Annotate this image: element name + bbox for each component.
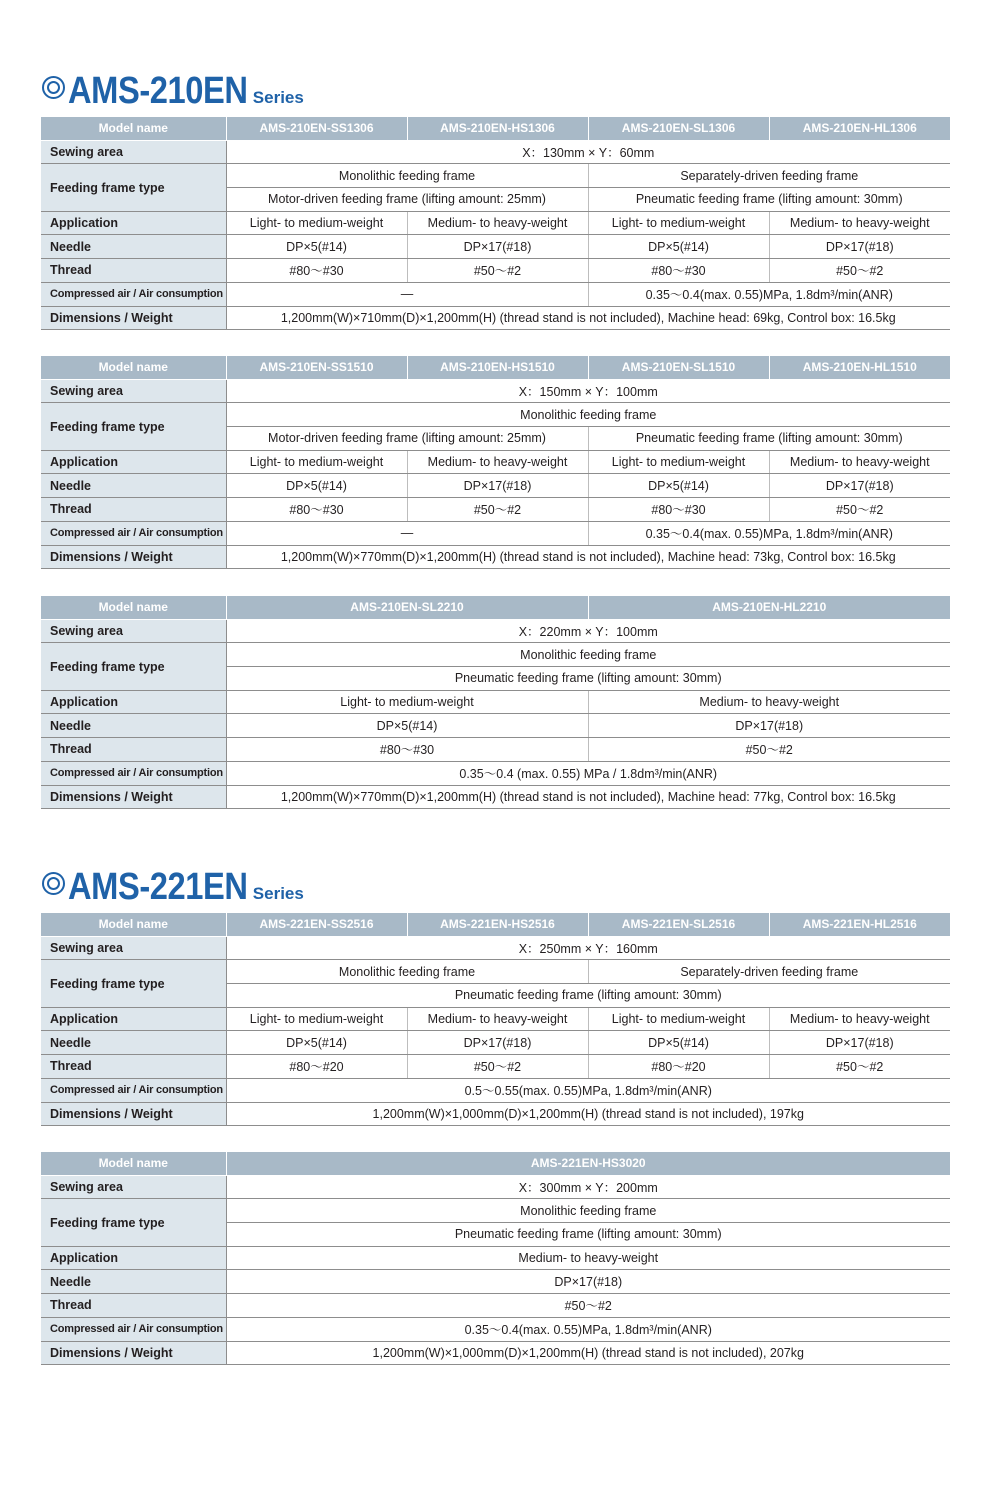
application-value: Light- to medium-weight [588, 211, 769, 235]
sewing-area-value: X：220mm × Y：100mm [226, 619, 950, 643]
row-label-application: Application [41, 211, 226, 235]
model-column-header: AMS-210EN-HS1510 [407, 356, 588, 379]
application-value: Medium- to heavy-weight [407, 211, 588, 235]
series-model-name: AMS-221EN [68, 866, 248, 908]
needle-value: DP×5(#14) [588, 474, 769, 498]
thread-value: #80～#30 [226, 259, 407, 283]
application-value: Light- to medium-weight [226, 211, 407, 235]
needle-value: DP×5(#14) [226, 1031, 407, 1055]
needle-value: DP×17(#18) [407, 1031, 588, 1055]
row-label-compressed-air: Compressed air / Air consumption [41, 1317, 226, 1341]
model-name-header: Model name [41, 1152, 226, 1175]
model-name-header: Model name [41, 356, 226, 379]
table-row [41, 936, 950, 960]
dimensions-value: 1,200mm(W)×770mm(D)×1,200mm(H) (thread stand is not included), Machine head: 73kg, Control box: 16.5kg [226, 545, 950, 569]
table-row [41, 498, 950, 522]
application-value: Medium- to heavy-weight [588, 690, 950, 714]
air-value: — [226, 282, 588, 306]
dimensions-value: 1,200mm(W)×710mm(D)×1,200mm(H) (thread stand is not included), Machine head: 69kg, Control box: 16.5kg [226, 306, 950, 330]
series-title-ams-210en [42, 70, 304, 113]
table-row [41, 259, 950, 283]
sewing-area-value: X：150mm × Y：100mm [226, 379, 950, 403]
application-value: Medium- to heavy-weight [769, 211, 950, 235]
row-label-thread: Thread [41, 1055, 226, 1079]
row-label-sewing-area: Sewing area [41, 936, 226, 960]
model-column-header: AMS-210EN-HL1510 [769, 356, 950, 379]
table-row [41, 690, 950, 714]
thread-value: #80～#30 [226, 498, 407, 522]
thread-value: #50～#2 [407, 259, 588, 283]
table-row [41, 714, 950, 738]
table-row [41, 619, 950, 643]
table-row [41, 1199, 950, 1223]
thread-value: #50～#2 [407, 498, 588, 522]
frame-type-value: Monolithic feeding frame [226, 643, 950, 667]
thread-value: #50～#2 [769, 498, 950, 522]
model-column-header: AMS-210EN-SL2210 [226, 596, 588, 619]
table-row [41, 1055, 950, 1079]
table-row [41, 211, 950, 235]
needle-value: DP×17(#18) [407, 474, 588, 498]
model-column-header: AMS-210EN-HL2210 [588, 596, 950, 619]
application-value: Medium- to heavy-weight [407, 1007, 588, 1031]
table-header-row [41, 1152, 950, 1175]
row-label-sewing-area: Sewing area [41, 1175, 226, 1199]
row-label-thread: Thread [41, 738, 226, 762]
row-label-dimensions: Dimensions / Weight [41, 1102, 226, 1126]
row-label-needle: Needle [41, 474, 226, 498]
frame-drive-value: Pneumatic feeding frame (lifting amount: 30mm) [226, 667, 950, 691]
table-row [41, 1031, 950, 1055]
frame-type-value: Monolithic feeding frame [226, 403, 950, 427]
table-row [41, 379, 950, 403]
row-label-feeding-frame-type: Feeding frame type [41, 164, 226, 211]
thread-value: #80～#20 [588, 1055, 769, 1079]
model-column-header: AMS-210EN-HS1306 [407, 117, 588, 140]
needle-value: DP×17(#18) [226, 1270, 950, 1294]
row-label-needle: Needle [41, 235, 226, 259]
table-row [41, 643, 950, 667]
spec-table-ams-221en-2516 [41, 913, 950, 1126]
thread-value: #50～#2 [769, 1055, 950, 1079]
thread-value: #50～#2 [588, 738, 950, 762]
dimensions-value: 1,200mm(W)×770mm(D)×1,200mm(H) (thread stand is not included), Machine head: 77kg, Control box: 16.5kg [226, 785, 950, 809]
row-label-application: Application [41, 690, 226, 714]
row-label-dimensions: Dimensions / Weight [41, 545, 226, 569]
air-value: 0.35～0.4(max. 0.55)MPa, 1.8dm³/min(ANR) [588, 521, 950, 545]
row-label-application: Application [41, 450, 226, 474]
table-row [41, 738, 950, 762]
table-row [41, 960, 950, 984]
model-column-header: AMS-221EN-HS3020 [226, 1152, 950, 1175]
row-label-compressed-air: Compressed air / Air consumption [41, 761, 226, 785]
spec-table-ams-210en-1510 [41, 356, 950, 569]
model-column-header: AMS-210EN-SS1510 [226, 356, 407, 379]
sewing-area-value: X：300mm × Y：200mm [226, 1175, 950, 1199]
needle-value: DP×5(#14) [588, 1031, 769, 1055]
frame-drive-value: Motor-driven feeding frame (lifting amount: 25mm) [226, 427, 588, 451]
model-column-header: AMS-210EN-SS1306 [226, 117, 407, 140]
needle-value: DP×5(#14) [226, 714, 588, 738]
table-row [41, 1102, 950, 1126]
row-label-feeding-frame-type: Feeding frame type [41, 403, 226, 450]
row-label-thread: Thread [41, 259, 226, 283]
thread-value: #80～#30 [226, 738, 588, 762]
model-column-header: AMS-221EN-SL2516 [588, 913, 769, 936]
sewing-area-value: X：130mm × Y：60mm [226, 140, 950, 164]
table-row [41, 1317, 950, 1341]
table-row [41, 545, 950, 569]
table-row [41, 1007, 950, 1031]
model-column-header: AMS-221EN-HL2516 [769, 913, 950, 936]
spec-table-ams-210en-2210 [41, 596, 950, 809]
model-name-header: Model name [41, 913, 226, 936]
dimensions-value: 1,200mm(W)×1,000mm(D)×1,200mm(H) (thread stand is not included), 197kg [226, 1102, 950, 1126]
application-value: Medium- to heavy-weight [769, 1007, 950, 1031]
needle-value: DP×17(#18) [407, 235, 588, 259]
needle-value: DP×17(#18) [769, 474, 950, 498]
dimensions-value: 1,200mm(W)×1,000mm(D)×1,200mm(H) (thread stand is not included), 207kg [226, 1341, 950, 1365]
needle-value: DP×5(#14) [588, 235, 769, 259]
model-column-header: AMS-210EN-SL1510 [588, 356, 769, 379]
thread-value: #50～#2 [226, 1294, 950, 1318]
frame-type-value: Monolithic feeding frame [226, 1199, 950, 1223]
air-value: 0.35～0.4 (max. 0.55) MPa / 1.8dm³/min(ANR) [226, 761, 950, 785]
spec-table-ams-221en-hs3020 [41, 1152, 950, 1365]
table-row [41, 785, 950, 809]
air-value: — [226, 521, 588, 545]
frame-drive-value: Pneumatic feeding frame (lifting amount: 30mm) [226, 984, 950, 1008]
model-name-header: Model name [41, 596, 226, 619]
application-value: Light- to medium-weight [226, 450, 407, 474]
row-label-needle: Needle [41, 1031, 226, 1055]
thread-value: #80～#30 [588, 498, 769, 522]
table-row [41, 140, 950, 164]
thread-value: #80～#30 [588, 259, 769, 283]
row-label-compressed-air: Compressed air / Air consumption [41, 521, 226, 545]
table-row [41, 235, 950, 259]
spec-table-ams-210en-1306 [41, 117, 950, 330]
table-row [41, 1078, 950, 1102]
row-label-needle: Needle [41, 1270, 226, 1294]
table-row [41, 1270, 950, 1294]
application-value: Light- to medium-weight [226, 690, 588, 714]
series-word: Series [252, 884, 304, 903]
row-label-dimensions: Dimensions / Weight [41, 1341, 226, 1365]
frame-drive-value: Pneumatic feeding frame (lifting amount: 30mm) [588, 188, 950, 212]
table-header-row [41, 117, 950, 140]
table-row [41, 403, 950, 427]
table-header-row [41, 913, 950, 936]
row-label-feeding-frame-type: Feeding frame type [41, 960, 226, 1007]
frame-drive-value: Pneumatic feeding frame (lifting amount: 30mm) [588, 427, 950, 451]
air-value: 0.35～0.4(max. 0.55)MPa, 1.8dm³/min(ANR) [226, 1317, 950, 1341]
application-value: Light- to medium-weight [226, 1007, 407, 1031]
table-row [41, 1246, 950, 1270]
model-column-header: AMS-221EN-SS2516 [226, 913, 407, 936]
needle-value: DP×17(#18) [769, 1031, 950, 1055]
table-row [41, 450, 950, 474]
frame-type-value: Separately-driven feeding frame [588, 960, 950, 984]
row-label-thread: Thread [41, 498, 226, 522]
row-label-application: Application [41, 1007, 226, 1031]
double-circle-icon [42, 76, 65, 99]
table-header-row [41, 596, 950, 619]
needle-value: DP×5(#14) [226, 474, 407, 498]
table-row [41, 521, 950, 545]
needle-value: DP×5(#14) [226, 235, 407, 259]
table-header-row [41, 356, 950, 379]
model-column-header: AMS-221EN-HS2516 [407, 913, 588, 936]
application-value: Medium- to heavy-weight [226, 1246, 950, 1270]
model-name-header: Model name [41, 117, 226, 140]
application-value: Medium- to heavy-weight [769, 450, 950, 474]
model-column-header: AMS-210EN-SL1306 [588, 117, 769, 140]
application-value: Medium- to heavy-weight [407, 450, 588, 474]
row-label-compressed-air: Compressed air / Air consumption [41, 282, 226, 306]
row-label-application: Application [41, 1246, 226, 1270]
application-value: Light- to medium-weight [588, 450, 769, 474]
table-row [41, 761, 950, 785]
frame-type-value: Monolithic feeding frame [226, 164, 588, 188]
double-circle-icon [42, 872, 65, 895]
row-label-needle: Needle [41, 714, 226, 738]
row-label-thread: Thread [41, 1294, 226, 1318]
row-label-feeding-frame-type: Feeding frame type [41, 1199, 226, 1246]
application-value: Light- to medium-weight [588, 1007, 769, 1031]
row-label-sewing-area: Sewing area [41, 619, 226, 643]
thread-value: #50～#2 [769, 259, 950, 283]
thread-value: #80～#20 [226, 1055, 407, 1079]
needle-value: DP×17(#18) [769, 235, 950, 259]
frame-type-value: Monolithic feeding frame [226, 960, 588, 984]
table-row [41, 1341, 950, 1365]
row-label-compressed-air: Compressed air / Air consumption [41, 1078, 226, 1102]
series-word: Series [252, 88, 304, 107]
needle-value: DP×17(#18) [588, 714, 950, 738]
model-column-header: AMS-210EN-HL1306 [769, 117, 950, 140]
frame-drive-value: Pneumatic feeding frame (lifting amount: 30mm) [226, 1223, 950, 1247]
row-label-dimensions: Dimensions / Weight [41, 785, 226, 809]
row-label-sewing-area: Sewing area [41, 379, 226, 403]
table-row [41, 1294, 950, 1318]
row-label-feeding-frame-type: Feeding frame type [41, 643, 226, 690]
table-row [41, 474, 950, 498]
sewing-area-value: X：250mm × Y：160mm [226, 936, 950, 960]
table-row [41, 306, 950, 330]
row-label-dimensions: Dimensions / Weight [41, 306, 226, 330]
thread-value: #50～#2 [407, 1055, 588, 1079]
air-value: 0.5～0.55(max. 0.55)MPa, 1.8dm³/min(ANR) [226, 1078, 950, 1102]
table-row [41, 1175, 950, 1199]
row-label-sewing-area: Sewing area [41, 140, 226, 164]
series-title-ams-221en [42, 866, 304, 909]
table-row [41, 164, 950, 188]
air-value: 0.35～0.4(max. 0.55)MPa, 1.8dm³/min(ANR) [588, 282, 950, 306]
frame-drive-value: Motor-driven feeding frame (lifting amount: 25mm) [226, 188, 588, 212]
frame-type-value: Separately-driven feeding frame [588, 164, 950, 188]
table-row [41, 282, 950, 306]
series-model-name: AMS-210EN [68, 70, 248, 112]
